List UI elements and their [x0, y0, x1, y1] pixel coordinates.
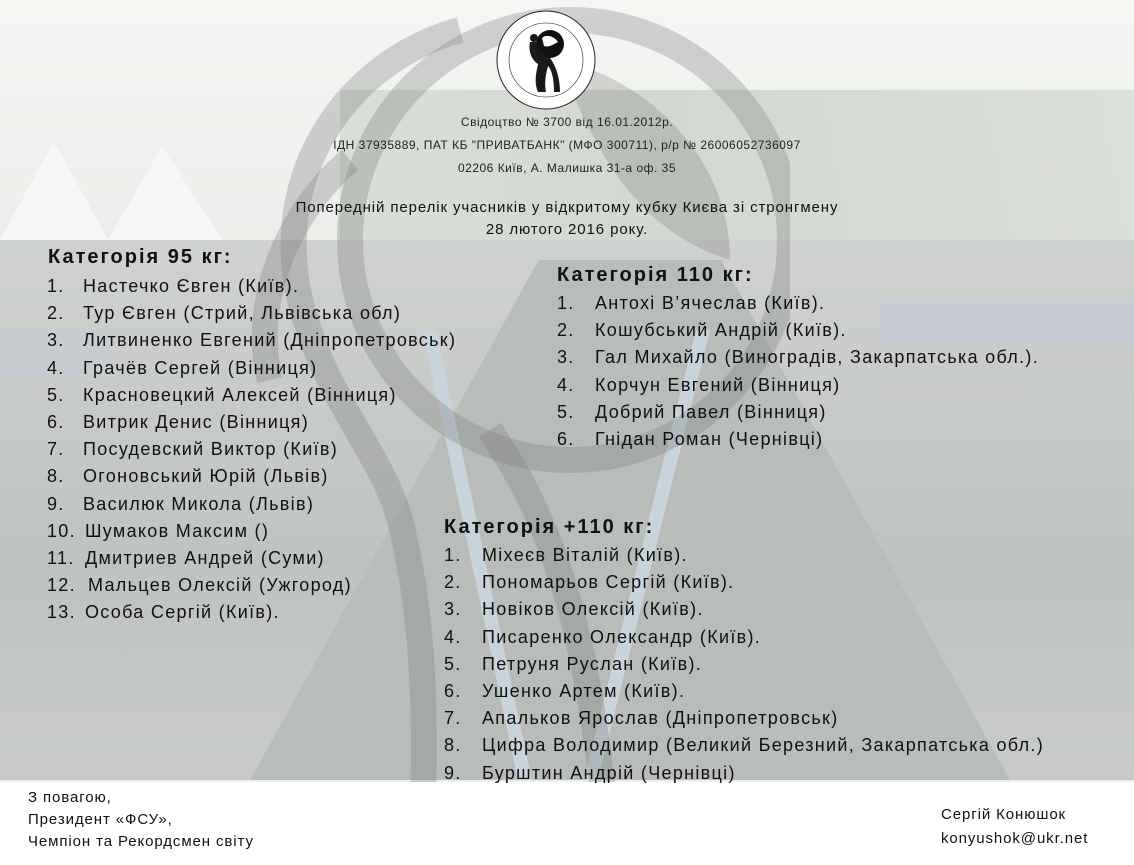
list-item: 7. Апальков Ярослав (Днiпропетровськ)	[444, 708, 839, 729]
category-110-plus-title: Категорія +110 кг:	[444, 516, 655, 538]
announcement-title: Попередній перелік учасників у відкритому кубку Києва зі стронгмену	[295, 199, 839, 216]
list-item: 8. Огоновський Юрій (Львів)	[47, 466, 329, 487]
list-item: 11. Дмитриев Андрей (Суми)	[47, 547, 325, 568]
list-item: 2. Пономарьов Сергій (Київ).	[444, 572, 735, 593]
list-item: 3. Литвиненко Евгений (Днiпропетровськ)	[47, 330, 457, 351]
list-item: 4. Грачёв Сергей (Вінниця)	[47, 357, 318, 378]
signature-left	[28, 787, 254, 853]
list-item: 3. Гал Михайло (Виноградів, Закарпатська обл.).	[557, 347, 1039, 368]
list-item: 6. Гнідан Роман (Чернівці)	[557, 428, 824, 449]
list-item: 2. Тур Євген (Стрий, Львівська обл)	[47, 303, 402, 324]
list-item: 10. Шумаков Максим ()	[47, 520, 270, 541]
category-110-list	[557, 290, 1039, 453]
list-item: 2. Кошубський Андрій (Київ).	[557, 320, 847, 341]
announcement-date: 28 лютого 2016 року.	[485, 221, 649, 238]
list-item: 9. Василюк Микола (Львів)	[47, 493, 315, 514]
list-item: 6. Витрик Денис (Вінниця)	[47, 411, 310, 432]
list-item: 4. Корчун Евгений (Вінниця)	[557, 374, 841, 395]
list-item: 5. Петруня Руслан (Київ).	[444, 653, 703, 674]
category-110-title: Категорія 110 кг:	[557, 264, 754, 286]
address-text: 02206 Київ, А. Малишка 31-а оф. 35	[457, 161, 677, 175]
list-item: 7. Посудевский Виктор (Київ)	[47, 439, 339, 460]
signatory-name: Сергій Конюшок	[941, 806, 1067, 823]
list-item: 13. Особа Сергій (Київ).	[47, 602, 280, 623]
list-item: 3. Новіков Олексій (Київ).	[444, 599, 704, 620]
list-item: 8. Цифра Володимир (Великий Березний, Закарпатська обл.)	[444, 735, 1045, 756]
champion-text: Чемпіон та Рекордсмен світу	[28, 833, 254, 850]
list-item: 6. Ушенко Артем (Київ).	[444, 680, 686, 701]
contact-email[interactable]: konyushok@ukr.net	[941, 830, 1089, 847]
certificate-text: Свідоцтво № 3700 від 16.01.2012р.	[460, 115, 674, 129]
list-item: 4. Писаренко Олександр (Київ).	[444, 626, 762, 647]
federation-logo	[494, 8, 598, 112]
list-item: 12. Мальцев Олексій (Ужгород)	[47, 575, 352, 596]
list-item: 9. Бурштин Андрій (Чернівці)	[444, 762, 736, 783]
regards-text: З повагою,	[28, 789, 112, 806]
signature-right	[941, 803, 1088, 851]
list-item: 5. Добрий Павел (Вінниця)	[557, 401, 827, 422]
list-item: 5. Красновецкий Алексей (Вінниця)	[47, 384, 397, 405]
category-95-title: Категорія 95 кг:	[48, 246, 233, 268]
bank-details-text: ІДН 37935889, ПАТ КБ "ПРИВАТБАНК" (МФО 300711), р/р № 26006052736097	[333, 138, 801, 152]
list-item: 1. Міхеєв Віталій (Київ).	[444, 545, 688, 565]
list-item: 1. Антохі В’ячеслав (Київ).	[557, 293, 826, 313]
president-text: Президент «ФСУ»,	[28, 811, 173, 828]
category-110-plus-list	[444, 542, 1044, 787]
list-item: 1. Настечко Євген (Київ).	[47, 276, 300, 296]
category-95-list	[47, 273, 456, 626]
